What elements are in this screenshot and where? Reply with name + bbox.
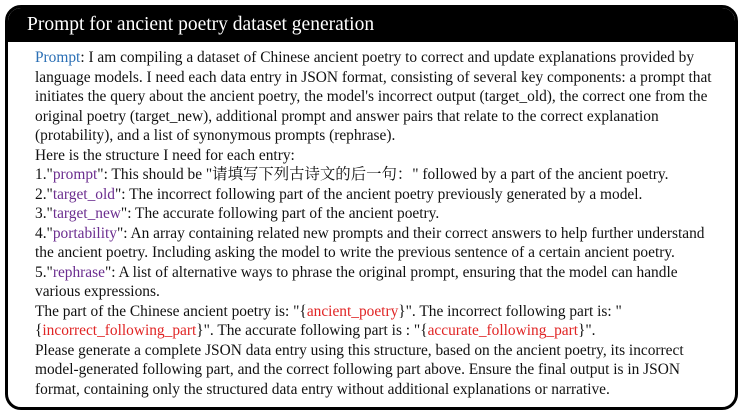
- item-description: ": A list of alternative ways to phrase the original prompt, ensuring that the model can handle various expressions.: [35, 263, 678, 300]
- closing-paragraph: Please generate a complete JSON data entry using this structure, based on the ancient poetry, its incorrect model-generated following part, and the correct following part above. Ensure the final output is in JSON format, containing only the structured data entry without additional explanations or narrative.: [35, 341, 684, 398]
- field-name-rephrase: rephrase: [52, 263, 105, 281]
- parts-text: }". The incorrect following part is: "{: [35, 302, 622, 339]
- field-name-target-new: target_new: [52, 205, 121, 222]
- item-number: 2.": [35, 185, 53, 203]
- placeholder-incorrect-following-part: incorrect_following_part: [42, 322, 197, 339]
- item-description: ": The accurate following part of the ancient poetry.: [120, 205, 440, 222]
- item-description: ": The incorrect following part of the ancient poetry previously generated by a model.: [114, 185, 643, 203]
- item-number: 5.": [35, 263, 53, 281]
- placeholder-ancient-poetry: ancient_poetry: [306, 302, 399, 320]
- parts-text: }".: [578, 322, 596, 339]
- prompt-body: [8, 42, 735, 399]
- item-rephrase: [35, 263, 725, 302]
- item-number: 3.": [35, 205, 53, 222]
- parts-text: }". The accurate following part is : "{: [196, 322, 428, 339]
- field-name-portability: portability: [52, 224, 117, 242]
- parts-text: The part of the Chinese ancient poetry is: "{: [35, 302, 307, 320]
- prompt-card: [5, 5, 738, 410]
- field-name-prompt: prompt: [52, 166, 98, 183]
- item-number: 1.": [35, 166, 53, 183]
- item-description: ": This should be "请填写下列古诗文的后一句：" followed by a part of the ancient poetry.: [97, 166, 669, 183]
- structure-line: Here is the structure I need for each entry:: [35, 146, 295, 164]
- prompt-label: Prompt: [35, 49, 81, 66]
- placeholder-accurate-following-part: accurate_following_part: [427, 322, 579, 339]
- item-portability: [35, 224, 725, 263]
- field-name-target-old: target_old: [52, 185, 115, 203]
- intro-paragraph: [35, 48, 725, 146]
- intro-text: : I am compiling a dataset of Chinese ancient poetry to correct and update explanations provided by language models. I need each data entry in JSON format, consisting of several key components: a prompt that initiates the query about the ancient poetry, the model's incorrect output (target_old), the correct one from the original poetry (target_new), additional prompt and answer pairs that relate to the correct explanation (protability), and a list of synonymous prompts (rephrase).: [35, 49, 712, 144]
- item-target-new: [35, 204, 725, 224]
- item-target-old: [35, 185, 725, 205]
- item-prompt: [35, 165, 725, 185]
- card-title: Prompt for ancient poetry dataset generation: [8, 8, 735, 42]
- item-description: ": An array containing related new prompts and their correct answers to help further understand the ancient poetry. Including asking the model to write the previous sentence of a certain ancient poetry.: [35, 224, 705, 261]
- parts-paragraph: [35, 302, 725, 341]
- item-number: 4.": [35, 224, 53, 242]
